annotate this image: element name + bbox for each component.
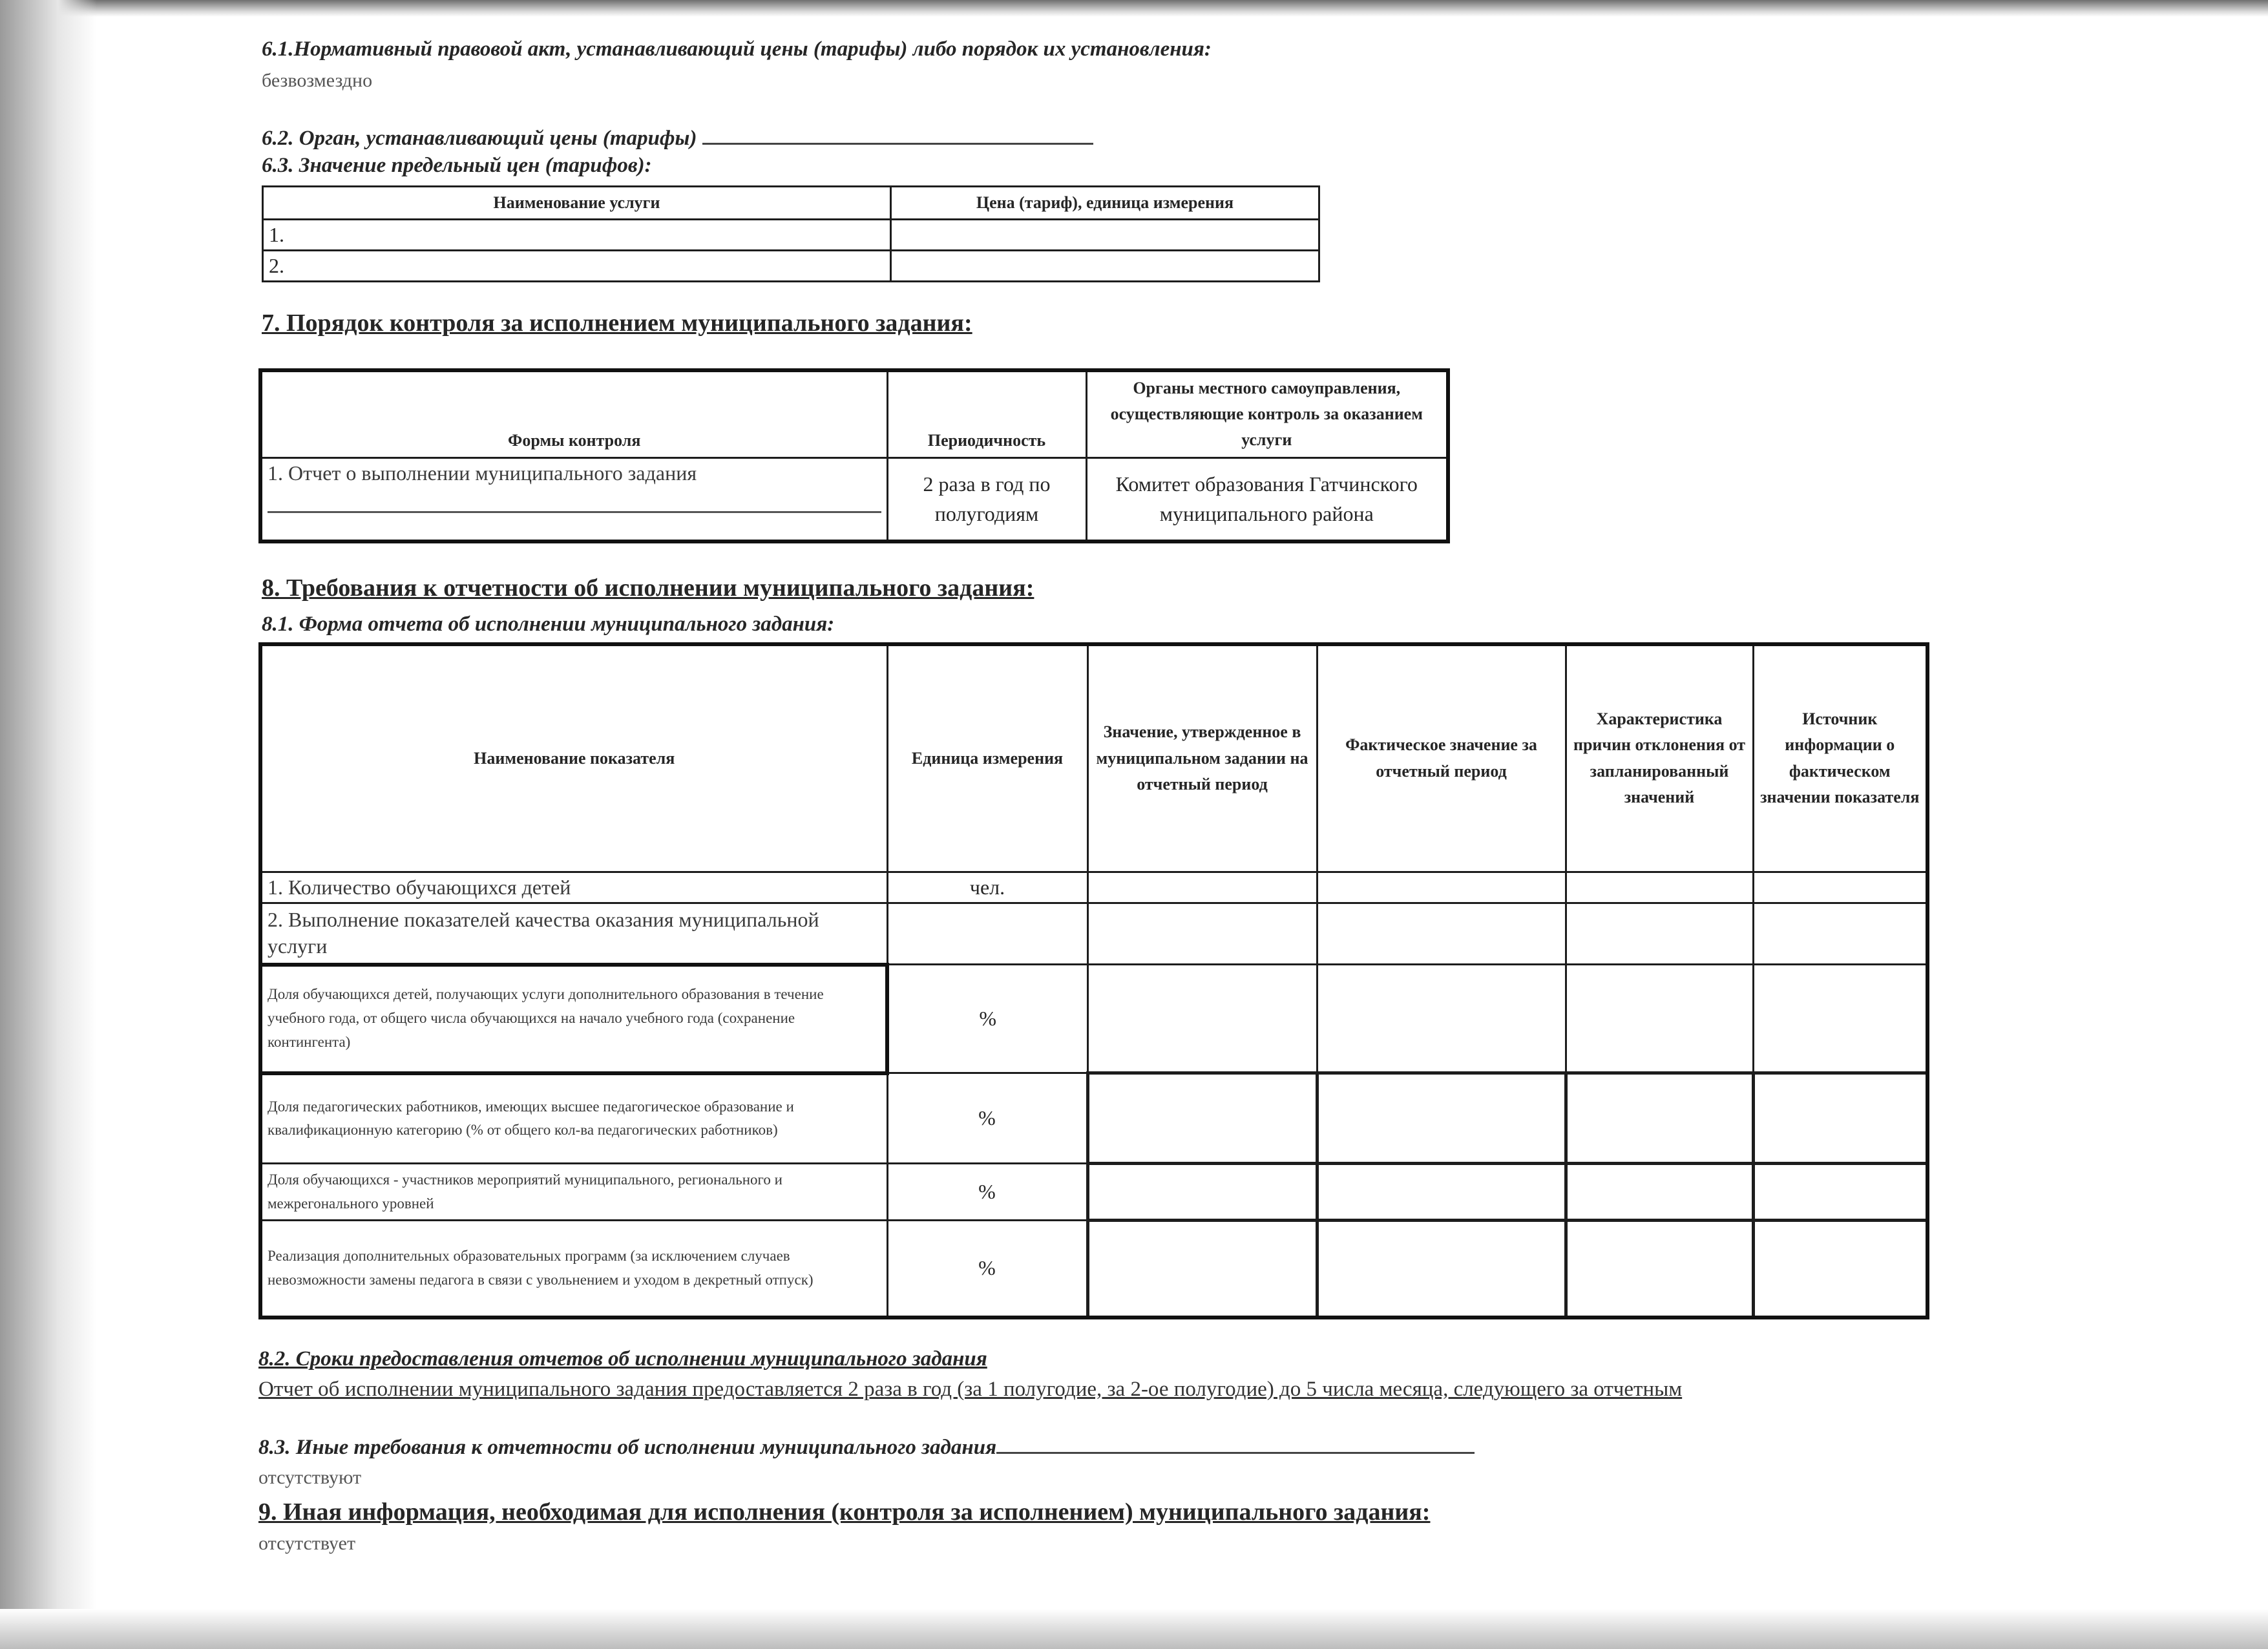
control-form-text: 1. Отчет о выполнении муниципального задания xyxy=(268,461,697,485)
section-6-2-fill-line xyxy=(702,143,1093,145)
report-row-1-approved xyxy=(1087,872,1317,903)
tariff-row-1-price xyxy=(891,220,1319,251)
section-8-1-title: 8.1. Форма отчета об исполнении муниципального задания: xyxy=(262,613,835,636)
report-row-5-unit: % xyxy=(887,1164,1087,1221)
report-row-4-source xyxy=(1753,1073,1927,1164)
report-row-3-actual xyxy=(1317,965,1566,1073)
tariff-header-service: Наименование услуги xyxy=(263,187,891,220)
report-row-3-deviation xyxy=(1566,965,1753,1073)
report-header-deviation: Характеристика причин отклонения от запланированный значений xyxy=(1566,644,1753,872)
section-6-1-value: безвозмездно xyxy=(262,70,373,91)
report-header-approved: Значение, утвержденное в муниципальном задании на отчетный период xyxy=(1087,644,1317,872)
report-header-name: Наименование показателя xyxy=(260,644,887,872)
report-row-6-actual xyxy=(1317,1221,1566,1318)
tariff-row-2-service: 2. xyxy=(263,251,891,282)
report-row-6-deviation xyxy=(1566,1221,1753,1318)
tariff-row-1-service: 1. xyxy=(263,220,891,251)
report-row-5-name: Доля обучающихся - участников мероприятий муниципального, регионального и межрегонального уровней xyxy=(260,1164,887,1221)
section-9-value: отсутствует xyxy=(258,1533,356,1554)
report-row-1-unit: чел. xyxy=(887,872,1087,903)
section-6-3-title: 6.3. Значение предельный цен (тарифов): xyxy=(262,154,652,177)
tariff-table xyxy=(262,185,1320,282)
tariff-header-price: Цена (тариф), единица измерения xyxy=(891,187,1319,220)
report-row-5-actual xyxy=(1317,1164,1566,1221)
control-table xyxy=(258,368,1450,543)
report-row-1-actual xyxy=(1317,872,1566,903)
control-header-form: Формы контроля xyxy=(260,370,887,457)
control-form-rule xyxy=(268,511,881,513)
report-row-4-approved xyxy=(1087,1073,1317,1164)
control-header-organ: Органы местного самоуправления, осуществляющие контроль за оказанием услуги xyxy=(1086,370,1448,457)
section-8-3-value: отсутствуют xyxy=(258,1467,362,1488)
report-row-3-unit: % xyxy=(887,965,1087,1073)
control-header-period: Периодичность xyxy=(887,370,1086,457)
section-6-2-row xyxy=(262,127,1093,151)
report-row-3-source xyxy=(1753,965,1927,1073)
report-header-actual: Фактическое значение за отчетный период xyxy=(1317,644,1566,872)
control-period-cell: 2 раза в год по полугодиям xyxy=(887,457,1086,541)
report-row-4-unit: % xyxy=(887,1073,1087,1164)
section-8-title: 8. Требования к отчетности об исполнении муниципального задания: xyxy=(262,574,1034,602)
report-row-6-approved xyxy=(1087,1221,1317,1318)
report-row-2-deviation xyxy=(1566,903,1753,965)
report-row-6-name: Реализация дополнительных образовательных программ (за исключением случаев невозможности замены педагога в связи с увольнением и уходом в декретный отпуск) xyxy=(260,1221,887,1318)
report-row-2-actual xyxy=(1317,903,1566,965)
report-row-1-deviation xyxy=(1566,872,1753,903)
section-8-3-fill-line xyxy=(996,1452,1475,1454)
report-row-6-unit: % xyxy=(887,1221,1087,1318)
report-row-2-approved xyxy=(1087,903,1317,965)
report-row-2-name: 2. Выполнение показателей качества оказания муниципальной услуги xyxy=(260,903,887,965)
tariff-row-2-price xyxy=(891,251,1319,282)
report-header-unit: Единица измерения xyxy=(887,644,1087,872)
report-row-1-source xyxy=(1753,872,1927,903)
report-header-source: Источник информации о фактическом значении показателя xyxy=(1753,644,1927,872)
section-9-title: 9. Иная информация, необходимая для исполнения (контроля за исполнением) муниципального задания: xyxy=(258,1498,1431,1526)
report-row-5-deviation xyxy=(1566,1164,1753,1221)
report-row-2-unit xyxy=(887,903,1087,965)
report-row-3-name: Доля обучающихся детей, получающих услуги дополнительного образования в течение учебного года, от общего числа обучающихся на начало учебного года (сохранение контингента) xyxy=(260,965,887,1073)
section-8-3-row xyxy=(258,1436,1475,1460)
report-row-4-actual xyxy=(1317,1073,1566,1164)
section-7-title: 7. Порядок контроля за исполнением муниципального задания: xyxy=(262,310,972,337)
report-row-4-deviation xyxy=(1566,1073,1753,1164)
report-row-4-name: Доля педагогических работников, имеющих высшее педагогическое образование и квалификационную категорию (% от общего кол-ва педагогических работников) xyxy=(260,1073,887,1164)
report-row-3-approved xyxy=(1087,965,1317,1073)
section-8-2-value: Отчет об исполнении муниципального задания предоставляется 2 раза в год (за 1 полугодие, за 2-ое полугодие) до 5 числа месяца, следующего за отчетным xyxy=(258,1378,1683,1401)
control-form-cell xyxy=(260,457,887,541)
report-table xyxy=(258,642,1929,1319)
section-8-3-title: 8.3. Иные требования к отчетности об исполнении муниципального задания xyxy=(258,1436,997,1459)
control-organ-cell: Комитет образования Гатчинского муниципального района xyxy=(1086,457,1448,541)
report-row-5-approved xyxy=(1087,1164,1317,1221)
report-row-2-source xyxy=(1753,903,1927,965)
section-6-1-title: 6.1.Нормативный правовой акт, устанавливающий цены (тарифы) либо порядок их установления: xyxy=(262,37,1212,61)
section-6-2-title: 6.2. Орган, устанавливающий цены (тарифы) xyxy=(262,127,697,150)
report-row-1-name: 1. Количество обучающихся детей xyxy=(260,872,887,903)
report-row-6-source xyxy=(1753,1221,1927,1318)
report-row-5-source xyxy=(1753,1164,1927,1221)
section-8-2-title: 8.2. Сроки предоставления отчетов об исполнении муниципального задания xyxy=(258,1347,987,1371)
